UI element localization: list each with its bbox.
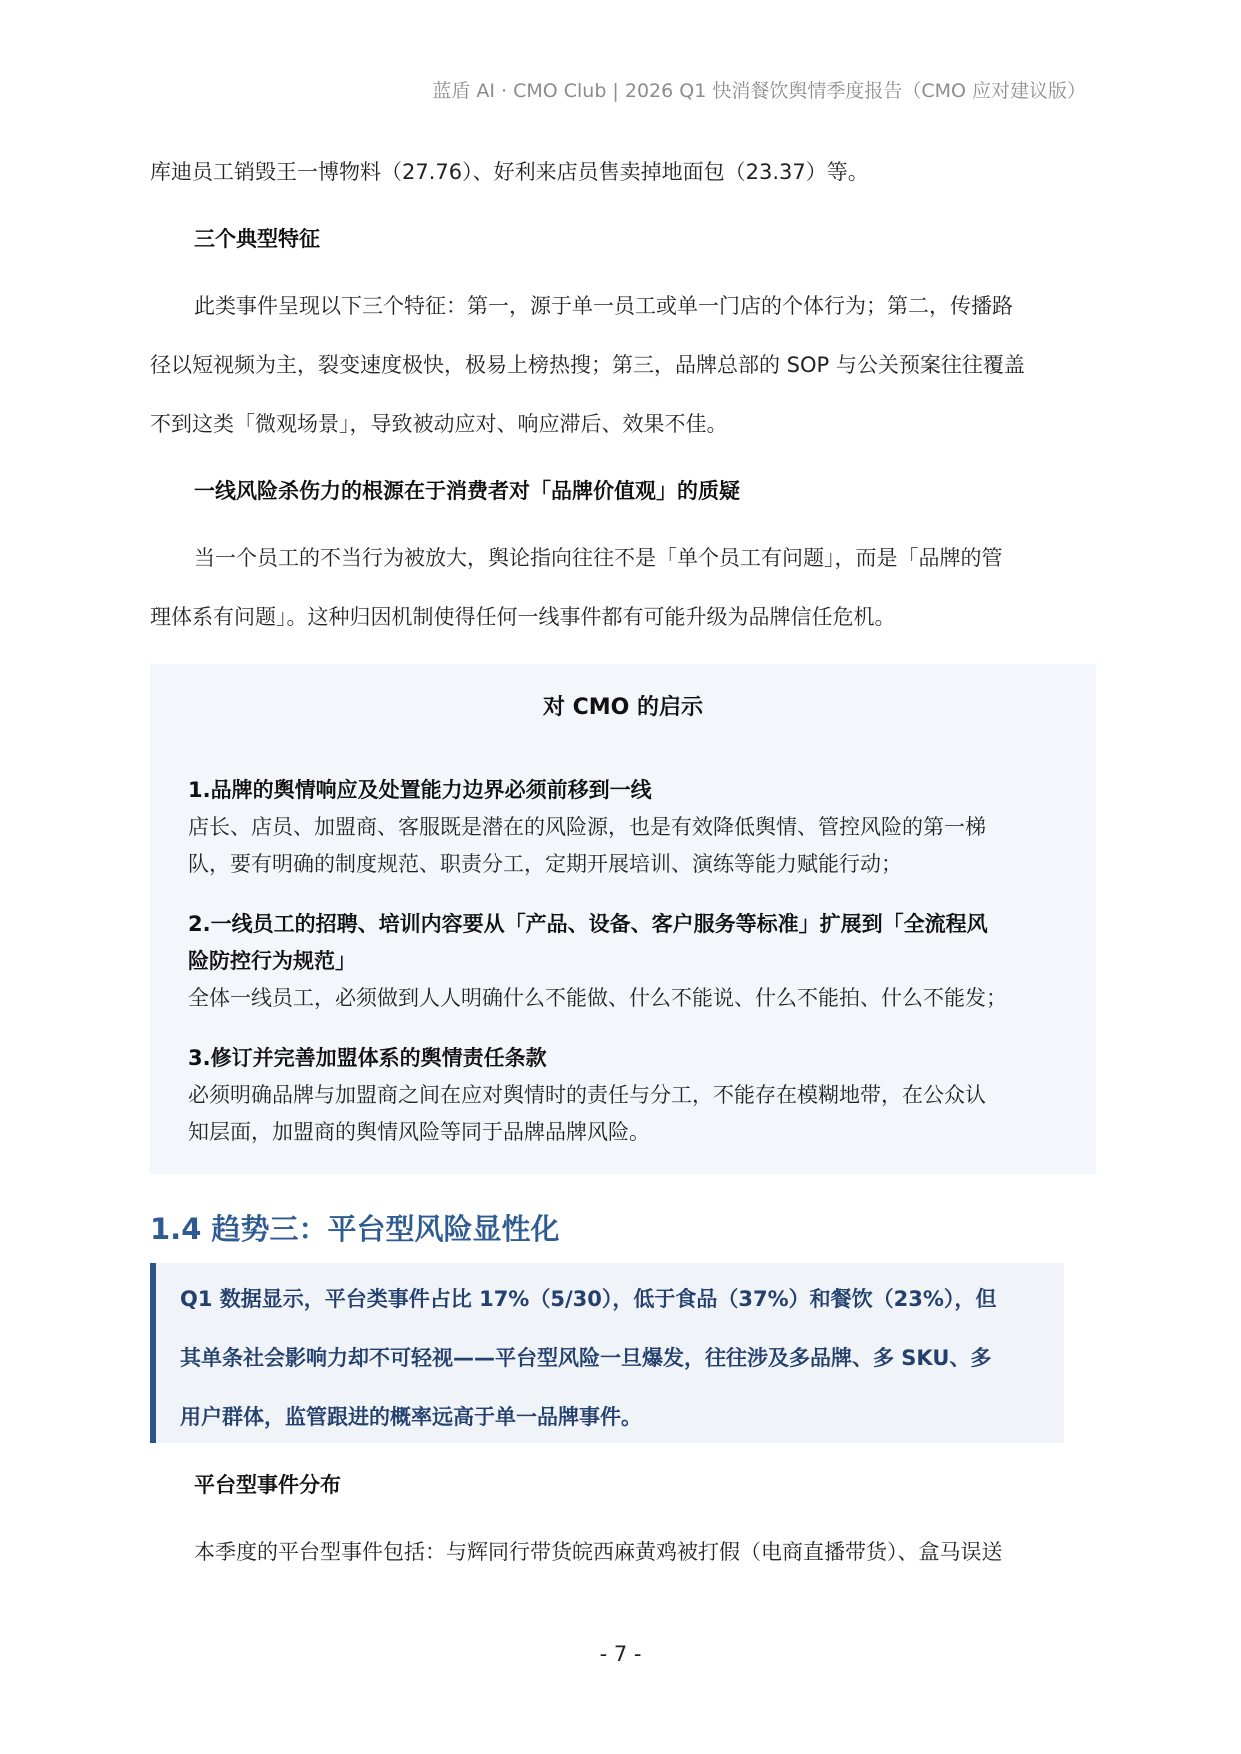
callout-item-body: 店长、店员、加盟商、客服既是潜在的风险源，也是有效降低舆情、管控风险的第一梯 [188,815,986,839]
root-cause-heading: 一线风险杀伤力的根源在于消费者对「品牌价值观」的质疑 [194,479,740,503]
callout-item-body: 队，要有明确的制度规范、职责分工，定期开展培训、演练等能力赋能行动； [188,852,902,876]
callout-item-body: 必须明确品牌与加盟商之间在应对舆情时的责任与分工，不能存在模糊地带，在公众认 [188,1083,986,1107]
callout-item-heading: 险防控行为规范」 [188,949,356,973]
page-number: - 7 - [599,1642,642,1666]
features-line: 此类事件呈现以下三个特征：第一，源于单一员工或单一门店的个体行为；第二，传播路 [194,294,1013,318]
platform-distribution-heading: 平台型事件分布 [194,1473,341,1497]
cmo-insight-callout [150,664,1096,1174]
callout-item-heading: 3.修订并完善加盟体系的舆情责任条款 [188,1046,547,1070]
features-line: 径以短视频为主，裂变速度极快，极易上榜热搜；第三，品牌总部的 SOP 与公关预案往往覆盖 [150,353,1025,377]
highlight-quote [150,1263,1064,1443]
quote-line: Q1 数据显示，平台类事件占比 17%（5/30），低于食品（37%）和餐饮（23%），但 [180,1287,997,1311]
root-cause-line: 理体系有问题」。这种归因机制使得任何一线事件都有可能升级为品牌信任危机。 [150,605,896,629]
features-heading: 三个典型特征 [194,227,320,251]
body-paragraph-continuation: 库迪员工销毁王一博物料（27.76）、好利来店员售卖掉地面包（23.37）等。 [150,160,869,184]
root-cause-line: 当一个员工的不当行为被放大，舆论指向往往不是「单个员工有问题」，而是「品牌的管 [194,546,1003,570]
callout-item-body: 知层面，加盟商的舆情风险等同于品牌品牌风险。 [188,1120,650,1144]
page-header: 蓝盾 AI · CMO Club | 2026 Q1 快消餐饮舆情季度报告（CMO 应对建议版） [432,80,1086,102]
callout-title: 对 CMO 的启示 [542,695,704,720]
callout-item-heading: 2.一线员工的招聘、培训内容要从「产品、设备、客户服务等标准」扩展到「全流程风 [188,912,988,936]
platform-distribution-line: 本季度的平台型事件包括：与辉同行带货皖西麻黄鸡被打假（电商直播带货）、盒马误送 [194,1540,1003,1564]
features-line: 不到这类「微观场景」，导致被动应对、响应滞后、效果不佳。 [150,412,728,436]
callout-item-body: 全体一线员工，必须做到人人明确什么不能做、什么不能说、什么不能拍、什么不能发； [188,986,1007,1010]
section-heading: 1.4 趋势三：平台型风险显性化 [150,1212,560,1246]
callout-item-heading: 1.品牌的舆情响应及处置能力边界必须前移到一线 [188,778,652,802]
quote-line: 用户群体，监管跟进的概率远高于单一品牌事件。 [180,1405,642,1429]
quote-line: 其单条社会影响力却不可轻视——平台型风险一旦爆发，往往涉及多品牌、多 SKU、多 [180,1346,992,1370]
